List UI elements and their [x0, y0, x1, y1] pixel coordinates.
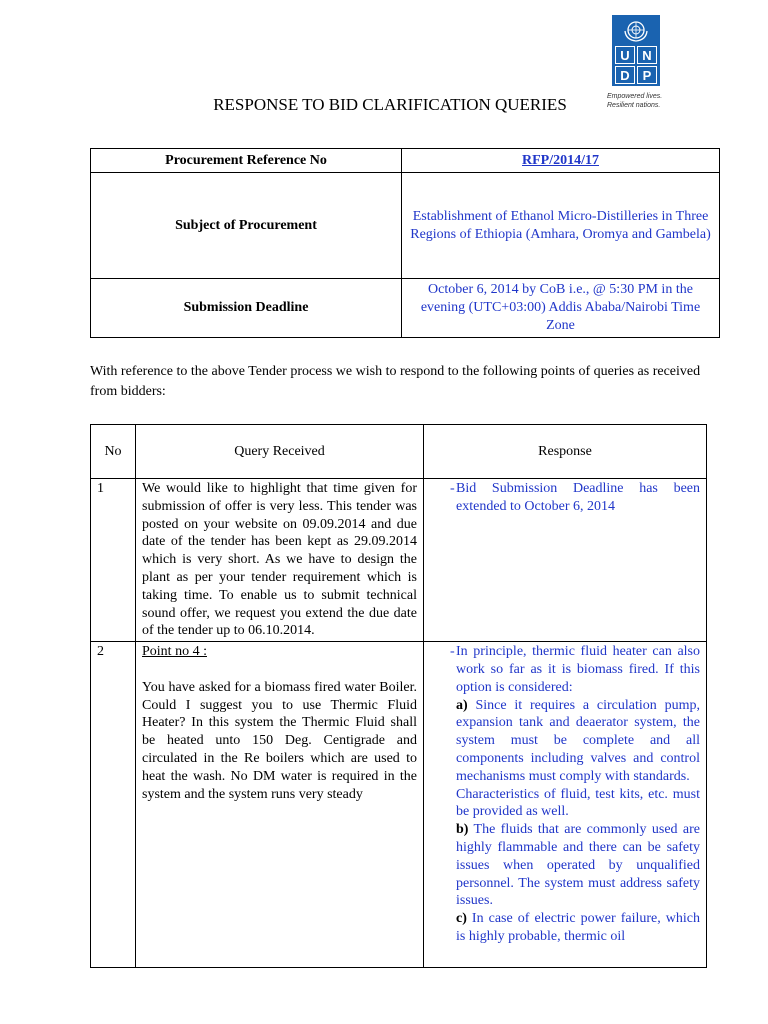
subject-label: Subject of Procurement [91, 173, 402, 279]
table-row [91, 479, 707, 642]
deadline-label: Submission Deadline [91, 279, 402, 338]
ref-value-link[interactable]: RFP/2014/17 [522, 152, 599, 168]
query-heading: Point no 4 : [142, 644, 207, 660]
query-text: You have asked for a biomass fired water Boiler. Could I suggest you to use Thermic Fluid Heater? In this system the Thermic Fluid shall be heated unto 150 Deg. Centigrade and circulated in the Re boilers which are used to heat the wash. No DM water is required in the system and the system runs very steady [142, 679, 417, 802]
response-text: Bid Submission Deadline has been extended to October 6, 2014 [456, 481, 700, 514]
logo-letter-p: P [637, 66, 657, 84]
response-point-b: b) The fluids that are commonly used are highly flammable and there can be safety issues when operated by unqualified personnel. The system must address safety issues. [456, 822, 700, 909]
logo-letter-u: U [615, 46, 635, 64]
response-cell [424, 642, 707, 968]
deadline-value: October 6, 2014 by CoB i.e., @ 5:30 PM in the evening (UTC+03:00) Addis Ababa/Nairobi Time Zone [402, 279, 720, 338]
response-cell [424, 479, 707, 642]
row-number: 1 [91, 479, 136, 642]
response-point-c: c) In case of electric power failure, which is highly probable, thermic oil [456, 911, 700, 944]
table-row [91, 642, 707, 968]
bullet-dash: - [450, 481, 455, 496]
ref-label: Procurement Reference No [91, 149, 402, 173]
table-row [91, 149, 720, 173]
table-header-row [91, 425, 707, 479]
header-response: Response [424, 425, 707, 479]
response-point-a-extra: Characteristics of fluid, test kits, etc. must be provided as well. [456, 786, 700, 820]
logo-letter-n: N [637, 46, 657, 64]
table-row [91, 173, 720, 279]
undp-logo [612, 15, 660, 86]
logo-letter-d: D [615, 66, 635, 84]
subject-value: Establishment of Ethanol Micro-Distilleries in Three Regions of Ethiopia (Amhara, Oromya and Gambela) [402, 173, 720, 279]
queries-table [90, 424, 707, 968]
page-title: RESPONSE TO BID CLARIFICATION QUERIES [213, 95, 567, 114]
row-number: 2 [91, 642, 136, 968]
table-row [91, 279, 720, 338]
response-point-a: a) Since it requires a circulation pump, expansion tank and deaerator system, the system must be complete and all components including valves and control mechanisms must comply with standards. [456, 697, 700, 784]
header-no: No [91, 425, 136, 479]
un-emblem-icon [622, 19, 650, 43]
reference-table [90, 148, 720, 338]
logo-tagline: Empowered lives. Resilient nations. [607, 93, 663, 109]
intro-paragraph: With reference to the above Tender process we wish to respond to the following points of queries as received from bidders: [90, 364, 701, 399]
bullet-dash: - [450, 644, 455, 660]
header-query: Query Received [136, 425, 424, 479]
query-cell [136, 642, 424, 968]
query-text: We would like to highlight that time given for submission of offer is very less. This tender was posted on your website on 09.09.2014 and due date of the tender has been kept as 29.09.2014 which is very short. As we have to design the plant as per your tender requirement which is taking time. To enable us to submit technical sound offer, we request you extend the due date of the tender up to 06.10.2014. [136, 479, 424, 642]
response-intro: In principle, thermic fluid heater can also work so far as it is biomass fired. If this option is considered: [456, 644, 700, 695]
